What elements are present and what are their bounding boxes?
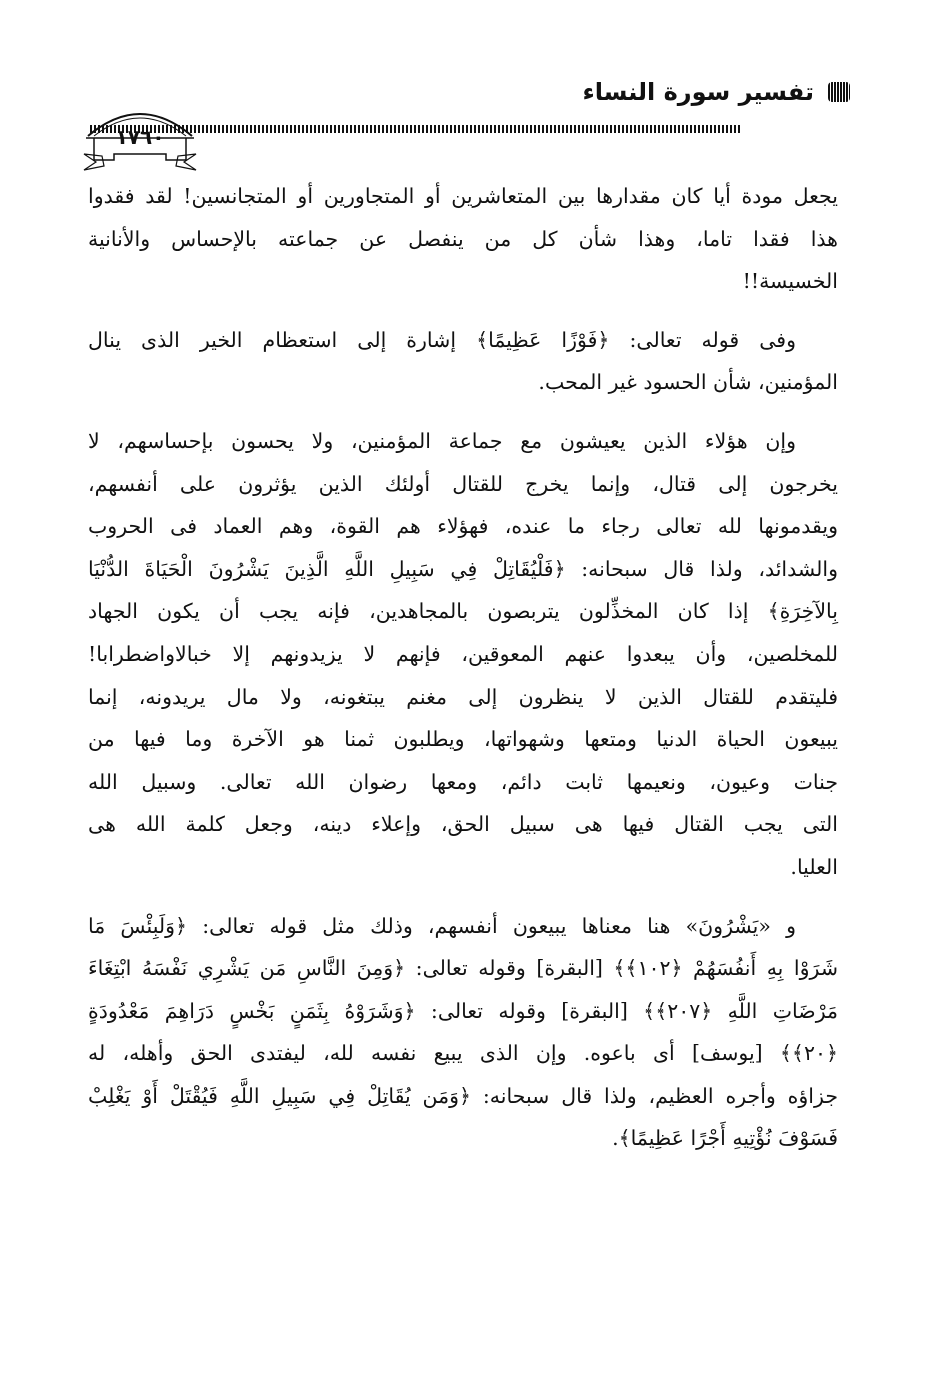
text-line: الخسيسة!! <box>742 269 838 294</box>
text-line: شَرَوْا بِهِ أَنفُسَهُمْ ﴿١٠٢﴾﴾ [البقرة] وقوله تعالى: ﴿وَمِنَ النَّاسِ مَن يَشْرِي نَفْسَهُ ابْتِغَاءَ <box>88 956 838 981</box>
text-line: للمخلصين، وأن يبعدوا عنهم المعوقين، فإنهم لا يزيدونهم إلا خبالاواضطرابا! <box>88 641 838 666</box>
text-line: يبيعون الحياة الدنيا ومتعها وشهواتها، ويطلبون ثمنا هو الآخرة وما فيها من <box>88 727 838 752</box>
text-line: يخرجون إلى قتال، وإنما يخرج للقتال أولئك الذين يؤثرون على أنفسهم، <box>88 471 838 496</box>
running-title-text: تفسير سورة النساء <box>582 78 814 106</box>
text-line: يجعل مودة أيا كان مقدارها بين المتعاشرين أو المتجاورين أو المتجانسين! لقد فقدوا <box>88 184 838 208</box>
text-line: المؤمنين، شأن الحسود غير المحب. <box>538 370 838 395</box>
text-line: وفى قوله تعالى: ﴿فَوْزًا عَظِيمًا﴾ إشارة إلى استعظام الخير الذى ينال <box>88 327 796 352</box>
text-line: فليتقدم للقتال الذين لا ينظرون إلى مغنم يبتغونه، ولا مال يريدونه، إنما <box>88 684 838 709</box>
page-header <box>90 60 850 180</box>
text-line: فَسَوْفَ نُؤْتِيهِ أَجْرًا عَظِيمًا﴾. <box>612 1126 838 1151</box>
ornament-icon <box>828 82 850 102</box>
text-line: بِالآخِرَةِ﴾ إذا كان المخذِّلون يتربصون بالمجاهدين، فإنه يجب أن يكون الجهاد <box>88 599 838 624</box>
text-line: جنات وعيون، ونعيمها ثابت دائم، ومعها رضوان الله تعالى. وسبيل الله <box>88 769 838 794</box>
text-line: العليا. <box>790 854 838 879</box>
text-line: ﴿٢٠﴾﴾ [يوسف] أى باعوه. وإن الذى يبيع نفسه لله، ليفتدى الحق وأهله، له <box>88 1041 838 1066</box>
text-line: مَرْضَاتِ اللَّهِ ﴿٢٠٧﴾﴾ [البقرة] وقوله تعالى: ﴿وَشَرَوْهُ بِثَمَنٍ بَخْسٍ دَرَاهِمَ مَعْدُودَةٍ <box>88 998 838 1023</box>
text-line: جزاؤه وأجره العظيم، ولذا قال سبحانه: ﴿وَمَن يُقَاتِلْ فِي سَبِيلِ اللَّهِ فَيُقْتَلْ أَوْ يَغْلِبْ <box>88 1083 838 1108</box>
page-body <box>88 175 838 1176</box>
text-line: وإن هؤلاء الذين يعيشون مع جماعة المؤمنين، ولا يحسون بإحساسهم، لا <box>88 428 796 453</box>
running-title <box>582 78 850 106</box>
text-line: و «يَشْرُونَ» هنا معناها يبيعون أنفسهم، وذلك مثل قوله تعالى: ﴿وَلَبِئْسَ مَا <box>88 913 796 938</box>
paragraph <box>88 420 838 889</box>
text-line: ويقدمونها لله تعالى رجاء ما عنده، فهؤلاء هم القوة، وهم العماد فى الحروب <box>88 514 838 539</box>
paragraph <box>88 905 838 1161</box>
paragraph <box>88 319 838 404</box>
text-line: والشدائد، ولذا قال سبحانه: ﴿فَلْيُقَاتِلْ فِي سَبِيلِ اللَّهِ الَّذِينَ يَشْرُونَ الْحَيَاةَ الدُّنْيَا <box>88 556 838 581</box>
text-line: هذا فقدا تاما، وهذا شأن كل من ينفصل عن جماعته بالإحساس والأنانية <box>88 226 838 251</box>
paragraph <box>88 175 838 303</box>
page-number: ١٧٦٠ <box>115 125 165 149</box>
text-line: التى يجب القتال فيها هى سبيل الحق، وإعلاء دينه، وجعل كلمة الله هى <box>88 812 838 837</box>
